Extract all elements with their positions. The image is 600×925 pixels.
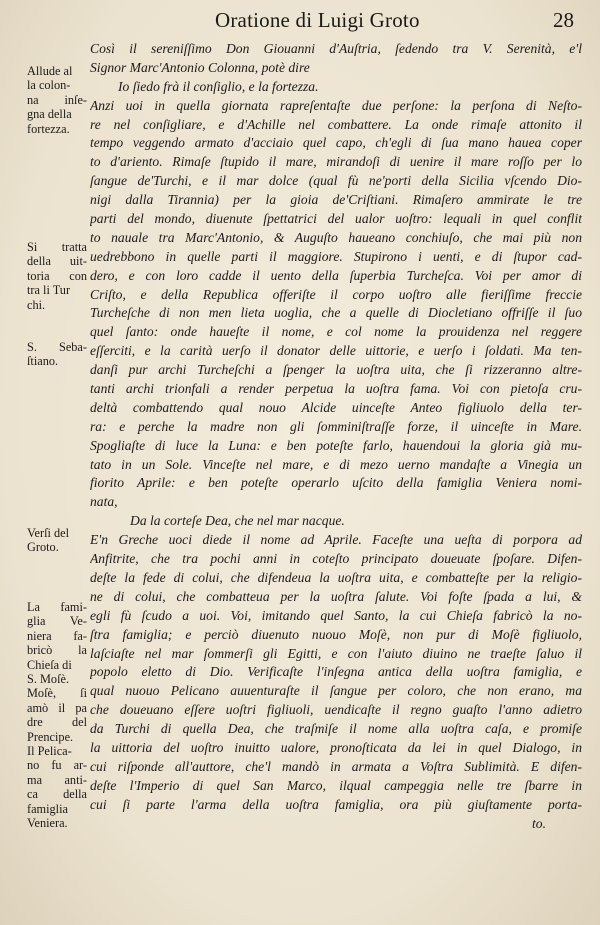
- note-line: Chieſa di: [27, 657, 72, 672]
- text-line: ſtra famiglia; e perciò diuenuto nuouo Moſè, non pur di Moſè figliuolo,: [90, 626, 582, 642]
- text-line: cui ſi parte l'arma della uoſtra famiglia, ora più giuſtamente porta-: [90, 796, 582, 812]
- note-line: ca della: [27, 787, 87, 802]
- text-line: dero, e con loro cadde il uento della ſuperbia Turcheſca. Voi per amor di: [90, 267, 582, 283]
- text-line: deltà combattendo qual nouo Alcide uinceſte Anteo figliuolo della ter-: [90, 399, 582, 415]
- text-line: to.: [532, 815, 546, 831]
- page-number: 28: [553, 8, 574, 32]
- note-line: S. Seba-: [27, 340, 87, 354]
- note-line: glia Ve-: [27, 614, 87, 629]
- note-line: tra li Tur: [27, 283, 71, 298]
- text-line: deſte la fede di colui, che difendeua la uoſtra uita, e combatteſte per la religio-: [90, 569, 582, 585]
- note-line: della uit-: [27, 254, 87, 269]
- note-line: Il Pelica-: [27, 744, 72, 759]
- verse-line: Da la corteſe Dea, che nel mar nacque.: [130, 513, 345, 529]
- text-line: Anzi uoi in quella giornata rapreſentaſte due perſone: la perſona di Neſto-: [90, 97, 582, 113]
- note-line: chi.: [27, 297, 46, 312]
- text-line: tanti archi trionfali a render perpetua la uoſtra fama. Voi con pietoſa cru-: [90, 381, 582, 397]
- text-line: laſciaſte nel mar ſommerſi gli Egitti, e con l'aiuto diuino ne traeſte ſaluo il: [90, 645, 582, 661]
- note-line: bricò la: [27, 643, 87, 658]
- text-line: la uittoria del uoſtro inuitto ualore, pronoſticata da lei in quel Dialogo, in: [90, 739, 582, 755]
- text-line: Criſto, e della Republica offeriſte il corpo uoſtro alle fieriſſime freccie: [90, 286, 582, 302]
- note-line: La fami-: [27, 600, 87, 614]
- text-line: da Turchi di quella Dea, che traſmiſe il nome alla uoſtra caſa, e promiſe: [90, 721, 582, 737]
- text-line: nigi dalla Tirannia) per la gioia de'Criſtiani. Rimaſero ammirate le tre: [90, 192, 582, 208]
- text-line: tato in un Sole. Vinceſte nel mare, e di mezo uerno mandaſte a Vinegia un: [90, 456, 582, 472]
- text-line: Signor Marc'Antonio Colonna, potè dire: [90, 59, 310, 75]
- verse-line: Io ſiedo frà il conſiglio, e la fortezza.: [118, 78, 319, 94]
- text-line: popolo eletto di Dio. Verificaſte l'inſegna antica della uoſtra famiglia, e: [90, 664, 582, 680]
- text-line: re nel conſigliare, e d'Achille nel combattere. La onde rimaſe attonito il: [90, 116, 582, 132]
- text-line: eſſerciti, e la carità uerſo il donator delle uittorie, e uerſo i ſoldati. Ma ten-: [90, 343, 582, 359]
- note-line: dre del: [27, 715, 87, 730]
- text-line: to d'ariento. Rimaſe ſtupido il mare, mirandoſi di uenire il mare roſſo per lo: [90, 154, 582, 170]
- text-line: E'n Greche uoci diede il nome ad Aprile. Faceſte una ueſta di porpora ad: [90, 532, 582, 548]
- marginal-note-vittoria: [27, 240, 87, 312]
- text-line: Anfitrite, che tra pochi anni in coteſto principato doueuate ſpoſare. Difen-: [90, 551, 582, 567]
- text-line: Spogliaſte di luce la Luna: e ben poteſte farlo, hauendoui la gloria già mu-: [90, 437, 582, 453]
- running-title: Oratione di Luigi Groto: [215, 8, 420, 32]
- note-line: la colon-: [27, 78, 71, 93]
- note-line: Prencipe.: [27, 729, 74, 744]
- marginal-note-colonna: [27, 64, 87, 136]
- text-line: qual nuouo Pelicano auuenturaſte il ſangue per coloro, che non erano, ma: [90, 683, 582, 699]
- text-line: parti del mondo, diuenute ſpettatrici del ualor uoſtro: lequali in quel conflit: [90, 211, 582, 227]
- text-line: deſte l'Imperio di quel San Marco, ilqual campeggia nelle tre ſbarre in: [90, 777, 582, 793]
- text-line: che doueuano eſſere uoſtri figliuoli, uendicaſte il regno guaſto l'anno adietro: [90, 702, 582, 718]
- text-line: Turcheſche di non men lieta uoglia, che a quelle di Diocletiano offriſſe il ſuo: [90, 305, 582, 321]
- note-line: na inſe-: [27, 92, 87, 107]
- text-line: uedrebbono in quelle parti il maggiore. Stupirono i uenti, e di ſtupor cad-: [90, 248, 582, 264]
- text-line: ra: e perche la madre non gli ſomminiſtraſſe forze, il uinceſte in Mare.: [90, 418, 582, 434]
- text-line: ſangue de'Turchi, e il mar dolce (qual fù ne'porti della Sicilia vſcendo Dio-: [90, 173, 582, 189]
- marginal-note-famiglia: [27, 600, 87, 831]
- note-line: Moſè, ſi: [27, 686, 87, 701]
- text-line: tempo veggendo armato d'acciaio quel capo, ch'egli di ſua mano hauea coper: [90, 135, 582, 151]
- note-line: S. Moſè.: [27, 672, 70, 687]
- text-line: cui riſponde all'auttore, che'l mandò in armata a Voſtra Sublimità. E difen-: [90, 758, 582, 774]
- text-line: ne di colui, che combatteua per la uoſtra ſalute. Voi foſte ſpada a lui, &: [90, 588, 582, 604]
- note-line: Allude al: [27, 64, 73, 78]
- text-line: nata,: [90, 494, 118, 510]
- note-line: gna della: [27, 107, 72, 122]
- note-line: fortezza.: [27, 121, 70, 136]
- marginal-note-sebastiano: [27, 340, 87, 369]
- text-line: egli fù ſcudo a uoi. Voi, imitando quel Santo, la cui Chieſa fabricò la no-: [90, 607, 582, 623]
- note-line: Groto.: [27, 540, 59, 555]
- text-line: to nauale tra Marc'Antonio, & Auguſto haueano conchiuſo, che mai più non: [90, 229, 582, 245]
- note-line: famiglia: [27, 801, 68, 816]
- note-line: Veniera.: [27, 816, 68, 831]
- note-line: Si tratta: [27, 240, 87, 254]
- marginal-note-versi: [27, 526, 87, 555]
- text-line: quel ſanto: onde haueſte il nome, e col nome la prouidenza nel reggere: [90, 324, 582, 340]
- text-line: fiorito Aprile: e ben poteſte operarlo uſcito della famiglia Veniera nomi-: [90, 475, 582, 491]
- note-line: no fu ar-: [27, 758, 87, 773]
- note-line: ma anti-: [27, 772, 87, 787]
- note-line: ſtiano.: [27, 354, 59, 369]
- page-header: [0, 6, 600, 32]
- oration-text: [90, 40, 582, 833]
- text-line: Così il sereniſſimo Don Giouanni d'Auſtria, ſedendo tra V. Serenità, e'l: [90, 41, 582, 56]
- note-line: Verſi del: [27, 526, 70, 540]
- note-line: amò il pa: [27, 700, 87, 715]
- text-line: danſi pur archi Turcheſchi a ſpenger la uoſtra uita, che ſi rizzeranno altre-: [90, 362, 582, 378]
- note-line: niera fa-: [27, 628, 87, 643]
- note-line: toria con: [27, 268, 87, 283]
